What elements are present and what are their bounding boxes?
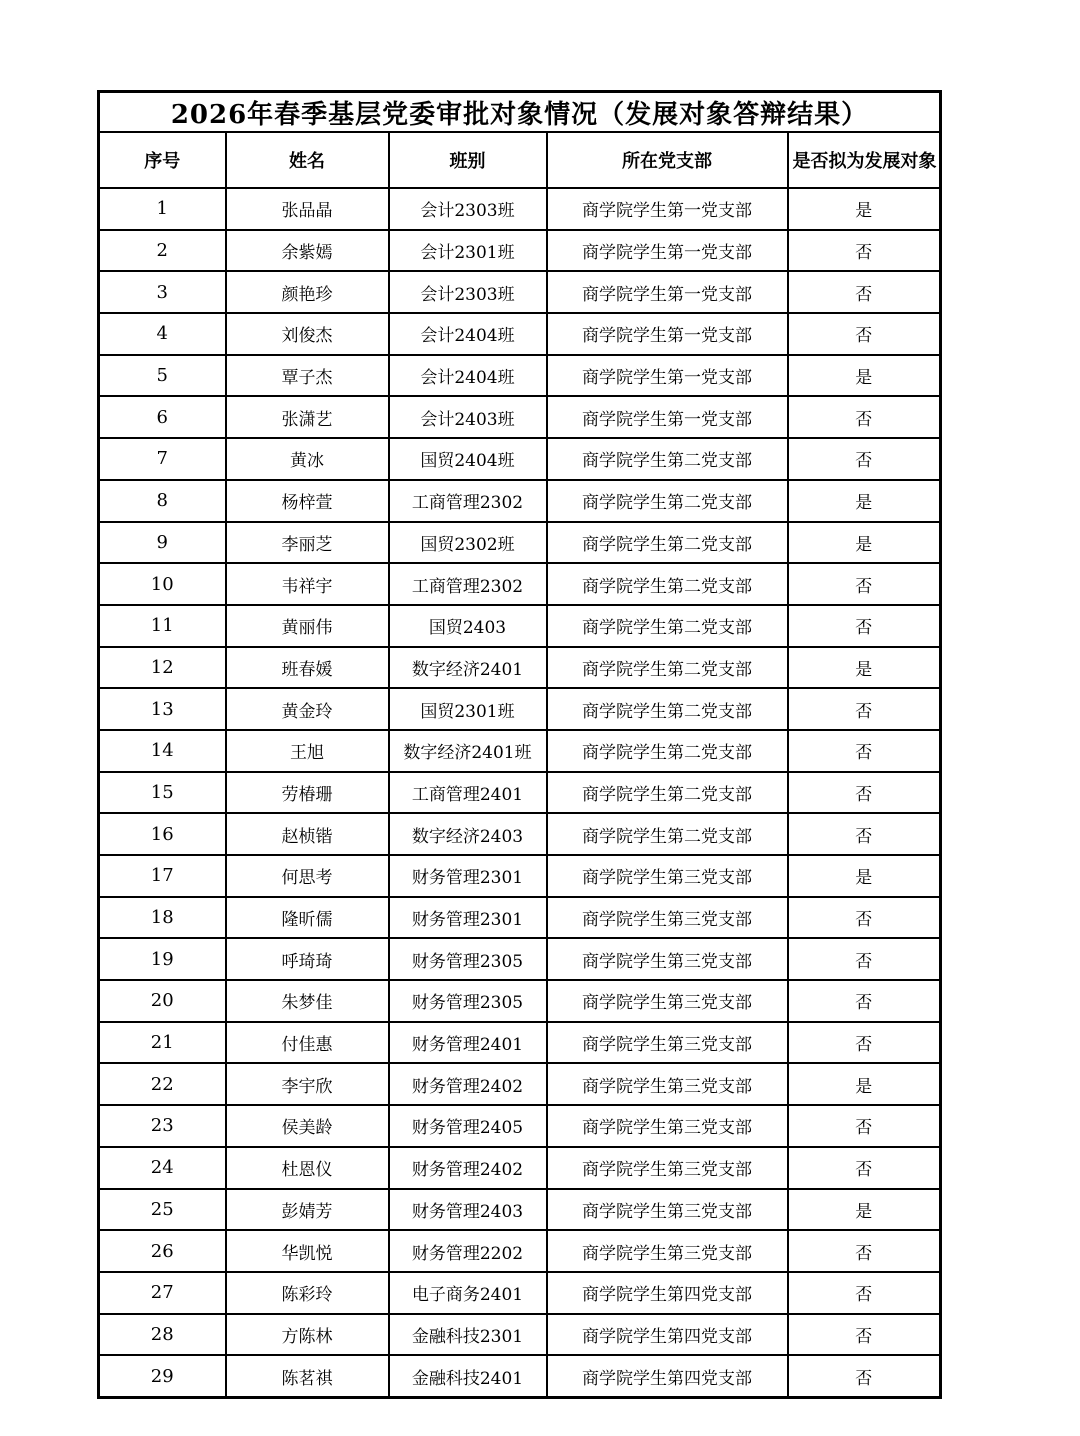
column-header-0: 序号 — [99, 132, 226, 188]
table-cell: 何思考 — [226, 855, 389, 897]
table-cell: 隆昕儒 — [226, 897, 389, 939]
table-cell: 方陈林 — [226, 1314, 389, 1356]
table-cell: 11 — [99, 605, 226, 647]
table-cell: 会计2404班 — [389, 355, 547, 397]
table-cell: 否 — [788, 313, 941, 355]
table-cell: 否 — [788, 1022, 941, 1064]
table-cell: 12 — [99, 647, 226, 689]
table-cell: 21 — [99, 1022, 226, 1064]
table-cell: 商学院学生第一党支部 — [547, 396, 788, 438]
table-cell: 24 — [99, 1147, 226, 1189]
table-row — [99, 313, 941, 355]
table-row — [99, 563, 941, 605]
table-cell: 数字经济2401 — [389, 647, 547, 689]
table-cell: 15 — [99, 772, 226, 814]
table-cell: 国贸2404班 — [389, 438, 547, 480]
table-cell: 否 — [788, 605, 941, 647]
table-row — [99, 1022, 941, 1064]
table-cell: 颜艳珍 — [226, 271, 389, 313]
table-cell: 商学院学生第二党支部 — [547, 647, 788, 689]
table-cell: 财务管理2301 — [389, 897, 547, 939]
column-header-4: 是否拟为发展对象 — [788, 132, 941, 188]
table-cell: 杨梓萱 — [226, 480, 389, 522]
table-cell: 是 — [788, 855, 941, 897]
table-cell: 否 — [788, 563, 941, 605]
table-cell: 否 — [788, 730, 941, 772]
table-cell: 是 — [788, 480, 941, 522]
table-cell: 商学院学生第三党支部 — [547, 1063, 788, 1105]
table-cell: 刘俊杰 — [226, 313, 389, 355]
table-cell: 商学院学生第三党支部 — [547, 1230, 788, 1272]
table-cell: 财务管理2305 — [389, 938, 547, 980]
table-row — [99, 480, 941, 522]
table-cell: 黄金玲 — [226, 688, 389, 730]
table-cell: 国贸2403 — [389, 605, 547, 647]
table-cell: 14 — [99, 730, 226, 772]
table-cell: 29 — [99, 1355, 226, 1397]
table-cell: 3 — [99, 271, 226, 313]
table-title-row — [99, 92, 941, 133]
table-cell: 否 — [788, 1147, 941, 1189]
table-cell: 10 — [99, 563, 226, 605]
table-row — [99, 522, 941, 564]
table-row — [99, 271, 941, 313]
table-row — [99, 1063, 941, 1105]
table-row — [99, 230, 941, 272]
table-cell: 班春媛 — [226, 647, 389, 689]
table-cell: 商学院学生第一党支部 — [547, 188, 788, 230]
table-cell: 否 — [788, 1230, 941, 1272]
table-cell: 金融科技2301 — [389, 1314, 547, 1356]
table-cell: 18 — [99, 897, 226, 939]
table-cell: 财务管理2401 — [389, 1022, 547, 1064]
table-cell: 20 — [99, 980, 226, 1022]
table-cell: 5 — [99, 355, 226, 397]
table-cell: 7 — [99, 438, 226, 480]
table-cell: 否 — [788, 1355, 941, 1397]
table-row — [99, 1189, 941, 1231]
table-row — [99, 1355, 941, 1397]
table-row — [99, 647, 941, 689]
table-cell: 财务管理2402 — [389, 1063, 547, 1105]
table-cell: 25 — [99, 1189, 226, 1231]
table-row — [99, 772, 941, 814]
table-cell: 9 — [99, 522, 226, 564]
table-cell: 商学院学生第三党支部 — [547, 1022, 788, 1064]
table-cell: 工商管理2302 — [389, 563, 547, 605]
table-cell: 赵桢锴 — [226, 813, 389, 855]
table-cell: 会计2303班 — [389, 271, 547, 313]
table-cell: 财务管理2301 — [389, 855, 547, 897]
table-cell: 商学院学生第一党支部 — [547, 355, 788, 397]
table-cell: 是 — [788, 522, 941, 564]
table-cell: 商学院学生第二党支部 — [547, 605, 788, 647]
table-cell: 工商管理2302 — [389, 480, 547, 522]
table-cell: 28 — [99, 1314, 226, 1356]
table-cell: 否 — [788, 1272, 941, 1314]
table-row — [99, 897, 941, 939]
table-cell: 财务管理2202 — [389, 1230, 547, 1272]
table-cell: 否 — [788, 772, 941, 814]
table-cell: 商学院学生第四党支部 — [547, 1355, 788, 1397]
table-cell: 否 — [788, 897, 941, 939]
table-cell: 陈茗祺 — [226, 1355, 389, 1397]
table-cell: 否 — [788, 1105, 941, 1147]
table-cell: 国贸2301班 — [389, 688, 547, 730]
table-cell: 华凯悦 — [226, 1230, 389, 1272]
table-cell: 商学院学生第三党支部 — [547, 938, 788, 980]
table-row — [99, 813, 941, 855]
table-cell: 19 — [99, 938, 226, 980]
table-cell: 张潇艺 — [226, 396, 389, 438]
table-row — [99, 1147, 941, 1189]
table-cell: 商学院学生第二党支部 — [547, 772, 788, 814]
table-cell: 商学院学生第二党支部 — [547, 813, 788, 855]
table-row — [99, 188, 941, 230]
table-cell: 黄冰 — [226, 438, 389, 480]
table-cell: 商学院学生第三党支部 — [547, 897, 788, 939]
table-cell: 商学院学生第二党支部 — [547, 438, 788, 480]
table-cell: 否 — [788, 438, 941, 480]
table-cell: 财务管理2405 — [389, 1105, 547, 1147]
table-row — [99, 980, 941, 1022]
table-cell: 是 — [788, 647, 941, 689]
table-title: 2026年春季基层党委审批对象情况（发展对象答辩结果） — [99, 92, 941, 133]
table-cell: 李丽芝 — [226, 522, 389, 564]
table-cell: 商学院学生第一党支部 — [547, 271, 788, 313]
table-cell: 16 — [99, 813, 226, 855]
table-cell: 金融科技2401 — [389, 1355, 547, 1397]
table-cell: 否 — [788, 938, 941, 980]
table-cell: 劳椿珊 — [226, 772, 389, 814]
table-cell: 否 — [788, 230, 941, 272]
table-cell: 否 — [788, 813, 941, 855]
table-cell: 黄丽伟 — [226, 605, 389, 647]
table-row — [99, 730, 941, 772]
table-row — [99, 438, 941, 480]
table-cell: 商学院学生第四党支部 — [547, 1314, 788, 1356]
table-cell: 会计2303班 — [389, 188, 547, 230]
table-cell: 商学院学生第二党支部 — [547, 688, 788, 730]
table-cell: 商学院学生第三党支部 — [547, 980, 788, 1022]
table-cell: 陈彩玲 — [226, 1272, 389, 1314]
table-row — [99, 1272, 941, 1314]
table-cell: 商学院学生第二党支部 — [547, 730, 788, 772]
table-cell: 2 — [99, 230, 226, 272]
column-header-2: 班别 — [389, 132, 547, 188]
table-cell: 是 — [788, 355, 941, 397]
table-cell: 彭婧芳 — [226, 1189, 389, 1231]
table-cell: 否 — [788, 271, 941, 313]
table-row — [99, 355, 941, 397]
table-cell: 13 — [99, 688, 226, 730]
table-cell: 27 — [99, 1272, 226, 1314]
table-cell: 余紫嫣 — [226, 230, 389, 272]
table-cell: 韦祥宇 — [226, 563, 389, 605]
table-cell: 商学院学生第一党支部 — [547, 230, 788, 272]
table-row — [99, 688, 941, 730]
table-cell: 数字经济2403 — [389, 813, 547, 855]
table-cell: 覃子杰 — [226, 355, 389, 397]
table-cell: 会计2403班 — [389, 396, 547, 438]
table-cell: 商学院学生第三党支部 — [547, 855, 788, 897]
table-cell: 22 — [99, 1063, 226, 1105]
table-cell: 否 — [788, 396, 941, 438]
table-cell: 是 — [788, 1063, 941, 1105]
table-cell: 朱梦佳 — [226, 980, 389, 1022]
table-cell: 是 — [788, 188, 941, 230]
table-cell: 17 — [99, 855, 226, 897]
table-cell: 商学院学生第一党支部 — [547, 313, 788, 355]
approval-table — [97, 90, 942, 1399]
table-cell: 4 — [99, 313, 226, 355]
table-row — [99, 1314, 941, 1356]
table-cell: 商学院学生第二党支部 — [547, 563, 788, 605]
table-cell: 商学院学生第二党支部 — [547, 522, 788, 564]
table-row — [99, 1105, 941, 1147]
table-cell: 张品晶 — [226, 188, 389, 230]
column-header-3: 所在党支部 — [547, 132, 788, 188]
table-cell: 李宇欣 — [226, 1063, 389, 1105]
table-cell: 侯美龄 — [226, 1105, 389, 1147]
table-header-row — [99, 132, 941, 188]
table-row — [99, 938, 941, 980]
table-cell: 数字经济2401班 — [389, 730, 547, 772]
table-row — [99, 396, 941, 438]
table-cell: 否 — [788, 688, 941, 730]
table-cell: 王旭 — [226, 730, 389, 772]
table-cell: 杜恩仪 — [226, 1147, 389, 1189]
table-cell: 8 — [99, 480, 226, 522]
table-cell: 23 — [99, 1105, 226, 1147]
table-cell: 财务管理2403 — [389, 1189, 547, 1231]
table-cell: 会计2404班 — [389, 313, 547, 355]
table-cell: 商学院学生第三党支部 — [547, 1105, 788, 1147]
table-cell: 否 — [788, 1314, 941, 1356]
table-row — [99, 1230, 941, 1272]
table-cell: 电子商务2401 — [389, 1272, 547, 1314]
table-cell: 国贸2302班 — [389, 522, 547, 564]
column-header-1: 姓名 — [226, 132, 389, 188]
table-cell: 商学院学生第三党支部 — [547, 1147, 788, 1189]
table-cell: 否 — [788, 980, 941, 1022]
table-cell: 6 — [99, 396, 226, 438]
table-cell: 商学院学生第二党支部 — [547, 480, 788, 522]
table-cell: 商学院学生第四党支部 — [547, 1272, 788, 1314]
table-cell: 会计2301班 — [389, 230, 547, 272]
table-cell: 呼琦琦 — [226, 938, 389, 980]
table-cell: 工商管理2401 — [389, 772, 547, 814]
table-row — [99, 605, 941, 647]
table-cell: 财务管理2305 — [389, 980, 547, 1022]
table-cell: 26 — [99, 1230, 226, 1272]
table-cell: 1 — [99, 188, 226, 230]
table-cell: 商学院学生第三党支部 — [547, 1189, 788, 1231]
table-cell: 财务管理2402 — [389, 1147, 547, 1189]
table-cell: 是 — [788, 1189, 941, 1231]
table-cell: 付佳惠 — [226, 1022, 389, 1064]
table-body — [99, 188, 941, 1397]
table-row — [99, 855, 941, 897]
